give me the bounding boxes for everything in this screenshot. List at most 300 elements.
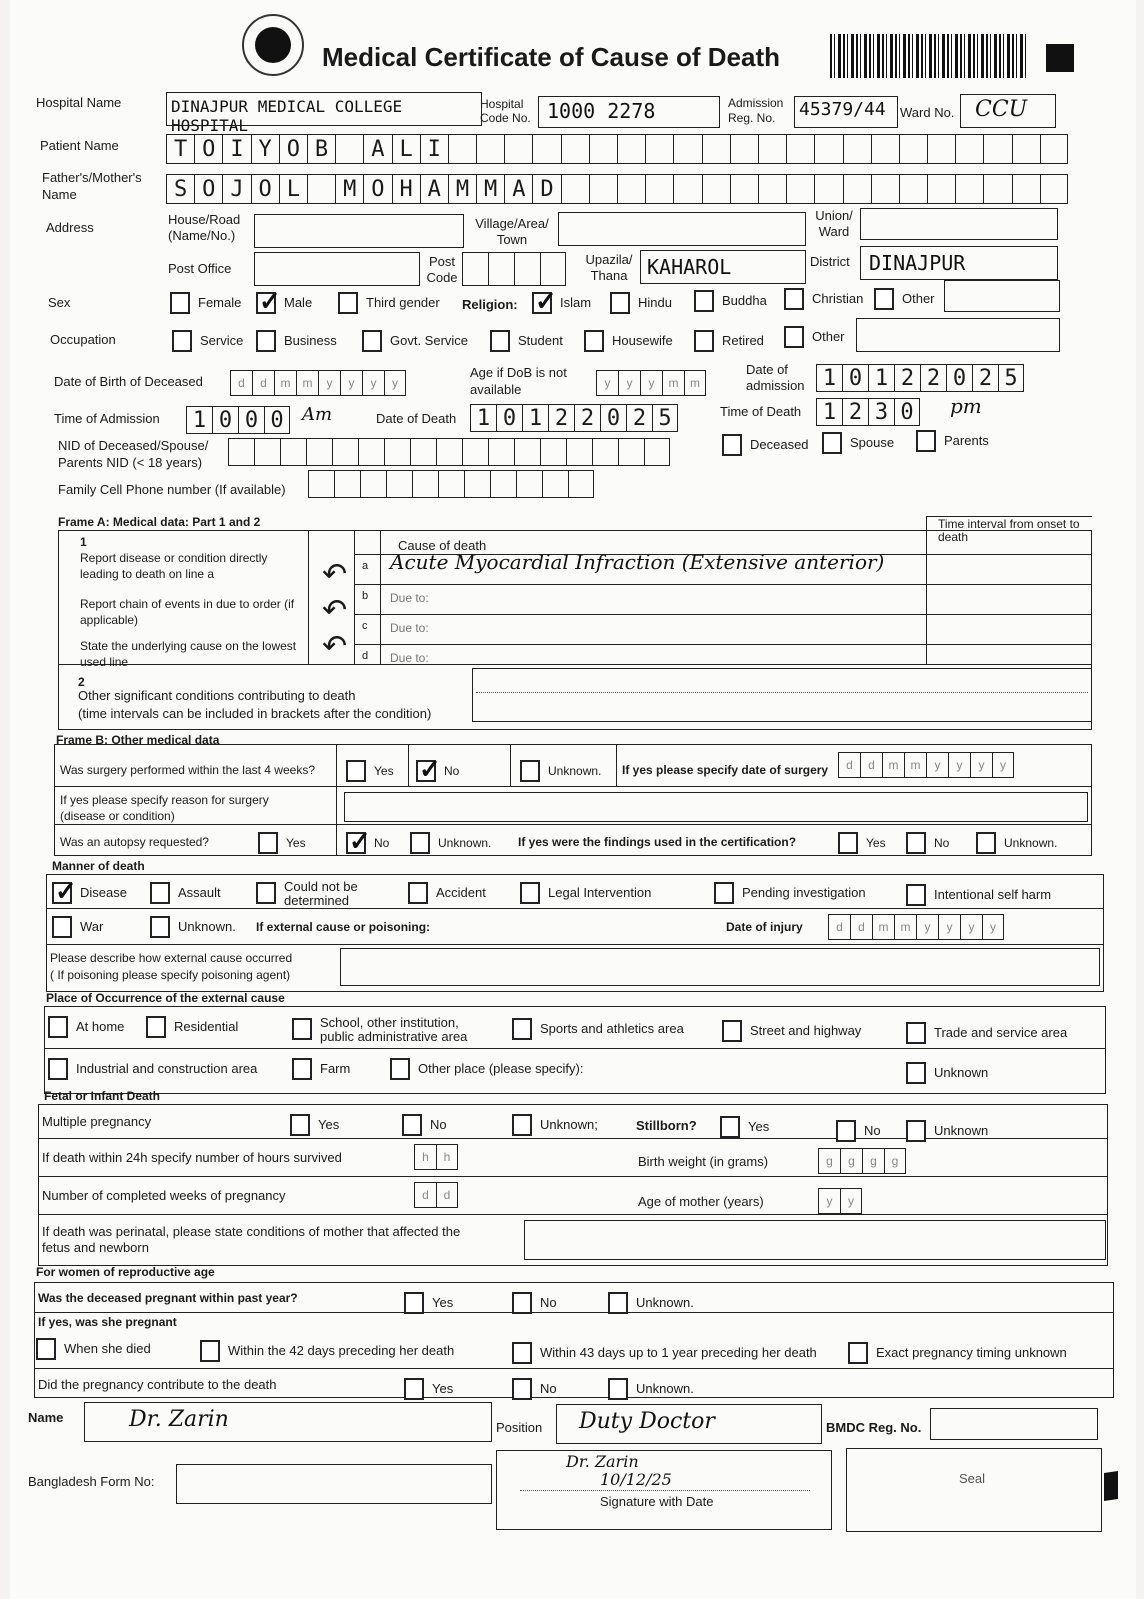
hours-field[interactable] <box>414 1144 458 1170</box>
place-title: Place of Occurrence of the external cause <box>46 991 285 1005</box>
char-cell[interactable] <box>306 438 332 466</box>
char-cell[interactable]: 5 <box>998 364 1024 392</box>
char-cell[interactable] <box>955 174 983 204</box>
char-cell[interactable] <box>730 174 758 204</box>
char-cell[interactable] <box>504 134 532 164</box>
char-cell[interactable]: 0 <box>212 406 238 434</box>
char-cell[interactable]: d <box>230 370 252 396</box>
char-cell[interactable]: h <box>414 1144 436 1170</box>
checkbox-unknown[interactable] <box>906 1120 926 1142</box>
char-cell[interactable] <box>335 134 363 164</box>
char-cell[interactable]: J <box>222 174 250 204</box>
checkbox-school-other-institution-public-administrative-area[interactable] <box>292 1018 312 1040</box>
checkbox-spouse[interactable] <box>822 432 842 454</box>
checkbox-exact-pregnancy-timing-unknown[interactable] <box>848 1342 868 1364</box>
char-cell[interactable] <box>618 438 644 466</box>
char-cell[interactable] <box>476 134 504 164</box>
char-cell[interactable] <box>410 438 436 466</box>
char-cell[interactable]: y <box>982 914 1004 940</box>
char-cell[interactable] <box>983 134 1011 164</box>
char-cell[interactable]: I <box>420 134 448 164</box>
checkbox-no[interactable] <box>346 832 366 854</box>
char-cell[interactable]: 2 <box>626 404 652 432</box>
checkbox-industrial-and-construction-area[interactable] <box>48 1058 68 1080</box>
char-cell[interactable]: d <box>838 752 860 778</box>
union-field[interactable] <box>860 208 1058 240</box>
char-cell[interactable]: d <box>414 1182 436 1208</box>
hospital-name-value: DINAJPUR MEDICAL COLLEGE HOSPITAL <box>171 97 403 135</box>
char-cell[interactable]: d <box>436 1182 458 1208</box>
checkbox-no[interactable] <box>906 832 926 854</box>
char-cell[interactable] <box>673 174 701 204</box>
char-cell[interactable]: m <box>684 370 706 396</box>
fetal-title: Fetal or Infant Death <box>44 1089 161 1103</box>
district-field[interactable] <box>860 246 1058 280</box>
checkbox-assault[interactable] <box>150 882 170 904</box>
checkbox-student[interactable] <box>490 330 510 352</box>
occupation-other-field[interactable] <box>856 318 1060 352</box>
checkbox-label: Other <box>812 329 845 344</box>
checkbox-could-not-be-determined[interactable] <box>256 882 276 904</box>
char-cell[interactable]: T <box>166 134 194 164</box>
char-cell[interactable] <box>360 470 386 498</box>
surgery-date-field[interactable] <box>838 752 1014 778</box>
char-cell[interactable]: y <box>384 370 406 396</box>
women-title: For women of reproductive age <box>36 1265 215 1279</box>
checkbox-no[interactable] <box>512 1292 532 1314</box>
char-cell[interactable] <box>568 470 594 498</box>
arrow-icon: ↶ <box>322 630 348 663</box>
char-cell[interactable] <box>673 134 701 164</box>
char-cell[interactable]: m <box>904 752 926 778</box>
checkbox-unknown[interactable] <box>906 1062 926 1084</box>
char-cell[interactable]: D <box>532 174 560 204</box>
checkbox-within-the-42-days-preceding-her-death[interactable] <box>200 1340 220 1362</box>
char-cell[interactable] <box>1012 174 1040 204</box>
char-cell[interactable]: 2 <box>548 404 574 432</box>
checkbox-unknown[interactable] <box>512 1114 532 1136</box>
char-cell[interactable] <box>1012 134 1040 164</box>
char-cell[interactable]: S <box>166 174 194 204</box>
char-cell[interactable]: m <box>274 370 296 396</box>
char-cell[interactable]: I <box>222 134 250 164</box>
char-cell[interactable]: O <box>194 134 222 164</box>
char-cell[interactable] <box>280 438 306 466</box>
post-office-field[interactable] <box>254 252 420 286</box>
describe-field[interactable] <box>340 948 1100 986</box>
char-cell[interactable]: y <box>948 752 970 778</box>
char-cell[interactable]: d <box>828 914 850 940</box>
char-cell[interactable]: M <box>448 174 476 204</box>
char-cell[interactable] <box>786 174 814 204</box>
char-cell[interactable]: 1 <box>186 406 212 434</box>
char-cell[interactable]: 2 <box>842 398 868 426</box>
checkbox-yes[interactable] <box>838 832 858 854</box>
char-cell[interactable] <box>1040 174 1068 204</box>
checkbox-yes[interactable] <box>346 760 366 782</box>
char-cell[interactable]: m <box>882 752 904 778</box>
village-field[interactable] <box>558 212 806 246</box>
char-cell[interactable]: 2 <box>574 404 600 432</box>
checkbox-no[interactable] <box>512 1378 532 1400</box>
checkbox-buddha[interactable] <box>694 290 714 312</box>
char-cell[interactable]: L <box>279 174 307 204</box>
checkbox-at-home[interactable] <box>48 1016 68 1038</box>
char-cell[interactable]: y <box>618 370 640 396</box>
checkbox-intentional-self-harm[interactable] <box>906 884 926 906</box>
char-cell[interactable] <box>358 438 384 466</box>
checkbox-unknown[interactable] <box>976 832 996 854</box>
char-cell[interactable] <box>589 134 617 164</box>
weeks-label: Number of completed weeks of pregnancy <box>42 1188 286 1203</box>
char-cell[interactable]: 1 <box>868 364 894 392</box>
char-cell[interactable]: y <box>938 914 960 940</box>
char-cell[interactable]: y <box>916 914 938 940</box>
checkbox-third-gender[interactable] <box>338 292 358 314</box>
char-cell[interactable] <box>308 470 334 498</box>
checkbox-residential[interactable] <box>146 1016 166 1038</box>
char-cell[interactable] <box>702 134 730 164</box>
time-death-label: Time of Death <box>720 404 802 419</box>
char-cell[interactable] <box>871 134 899 164</box>
surgery-reason-field[interactable] <box>344 792 1088 822</box>
parent-name-field[interactable] <box>166 174 1068 204</box>
char-cell[interactable]: B <box>307 134 335 164</box>
checkbox-label: At home <box>76 1019 125 1034</box>
char-cell[interactable]: O <box>363 174 391 204</box>
hospital-name-field[interactable] <box>166 92 482 135</box>
nid-field[interactable] <box>228 438 670 466</box>
checkbox-street-and-highway[interactable] <box>722 1020 742 1042</box>
char-cell[interactable] <box>955 134 983 164</box>
char-cell[interactable] <box>566 438 592 466</box>
checkbox-unknown[interactable] <box>608 1378 628 1400</box>
char-cell[interactable]: 0 <box>496 404 522 432</box>
checkbox-govt-service[interactable] <box>362 330 382 352</box>
char-cell[interactable]: 1 <box>522 404 548 432</box>
checkbox-deceased[interactable] <box>722 434 742 456</box>
char-cell[interactable]: g <box>884 1148 906 1174</box>
char-cell[interactable] <box>307 174 335 204</box>
char-cell[interactable]: g <box>840 1148 862 1174</box>
checkbox-female[interactable] <box>170 292 190 314</box>
checkbox-housewife[interactable] <box>584 330 604 352</box>
checkbox-accident[interactable] <box>408 882 428 904</box>
injury-date-field[interactable] <box>828 914 1004 940</box>
checkbox-retired[interactable] <box>694 330 714 352</box>
checkbox-other[interactable] <box>784 326 804 348</box>
char-cell[interactable]: m <box>894 914 916 940</box>
char-cell[interactable] <box>464 470 490 498</box>
post-code-field[interactable] <box>462 252 566 286</box>
char-cell[interactable]: y <box>970 752 992 778</box>
char-cell[interactable] <box>702 174 730 204</box>
char-cell[interactable] <box>436 438 462 466</box>
char-cell[interactable] <box>786 134 814 164</box>
mother-age-field[interactable] <box>818 1188 862 1214</box>
char-cell[interactable]: g <box>862 1148 884 1174</box>
char-cell[interactable]: L <box>392 134 420 164</box>
findings-label: If yes were the findings used in the certification? <box>518 835 797 849</box>
char-cell[interactable] <box>871 174 899 204</box>
char-cell[interactable] <box>758 174 786 204</box>
char-cell[interactable] <box>412 470 438 498</box>
checkbox-label: Yes <box>748 1119 770 1134</box>
char-cell[interactable] <box>561 174 589 204</box>
checkbox-yes[interactable] <box>258 832 278 854</box>
checkbox-legal-intervention[interactable] <box>520 882 540 904</box>
char-cell[interactable]: m <box>662 370 684 396</box>
char-cell[interactable] <box>927 134 955 164</box>
hospital-code-field[interactable] <box>538 96 720 128</box>
autopsy-label: Was an autopsy requested? <box>60 835 209 849</box>
char-cell[interactable]: 1 <box>816 364 842 392</box>
checkbox-unknown[interactable] <box>150 916 170 938</box>
district-value: DINAJPUR <box>869 251 966 275</box>
part1-number: 1 <box>80 535 87 549</box>
char-cell[interactable] <box>730 134 758 164</box>
char-cell[interactable]: 2 <box>894 364 920 392</box>
checkbox-label: Housewife <box>612 333 673 348</box>
char-cell[interactable]: d <box>850 914 872 940</box>
checkbox-label: No <box>444 764 460 778</box>
describe-label-2: ( If poisoning please specify poisoning agent) <box>50 968 291 982</box>
char-cell[interactable] <box>438 470 464 498</box>
parent-name-label: Father's/Mother's Name <box>42 170 142 202</box>
perinatal-label-2: fetus and newborn <box>42 1240 149 1255</box>
house-field[interactable] <box>254 214 464 248</box>
checkbox-no[interactable] <box>836 1120 856 1142</box>
checkbox-sports-and-athletics-area[interactable] <box>512 1018 532 1040</box>
hospital-name-label: Hospital Name <box>36 95 122 110</box>
village-label: Village/Area/ Town <box>475 216 549 247</box>
checkbox-christian[interactable] <box>784 288 804 310</box>
char-cell[interactable] <box>254 438 280 466</box>
char-cell[interactable]: y <box>362 370 384 396</box>
char-cell[interactable] <box>843 174 871 204</box>
checkbox-label: No <box>374 836 390 850</box>
arrow-icon: ↶ <box>322 558 348 591</box>
char-cell[interactable] <box>814 174 842 204</box>
patient-name-field[interactable] <box>166 134 1068 164</box>
char-cell[interactable] <box>228 438 254 466</box>
checkbox-parents[interactable] <box>916 430 936 452</box>
checkbox-war[interactable] <box>52 916 72 938</box>
char-cell[interactable] <box>644 438 670 466</box>
checkbox-farm[interactable] <box>292 1058 312 1080</box>
char-cell[interactable]: d <box>860 752 882 778</box>
checkbox-trade-and-service-area[interactable] <box>906 1022 926 1044</box>
char-cell[interactable] <box>490 470 516 498</box>
checkbox-unknown[interactable] <box>410 832 430 854</box>
char-cell[interactable]: h <box>436 1144 458 1170</box>
char-cell[interactable]: 2 <box>920 364 946 392</box>
corner-marker-icon <box>1046 44 1074 72</box>
cause-line-c[interactable]: Due to: <box>390 621 429 635</box>
char-cell[interactable] <box>645 174 673 204</box>
char-cell[interactable]: 0 <box>946 364 972 392</box>
char-cell[interactable]: y <box>340 370 362 396</box>
checkbox-islam[interactable] <box>532 292 552 314</box>
char-cell[interactable] <box>542 470 568 498</box>
char-cell[interactable] <box>927 174 955 204</box>
checkbox-other-place-please-specify[interactable] <box>390 1058 410 1080</box>
checkbox-disease[interactable] <box>52 882 72 904</box>
cause-line-a[interactable]: Acute Myocardial Infraction (Extensive anterior) <box>390 550 885 574</box>
char-cell[interactable] <box>617 134 645 164</box>
admission-reg-field[interactable] <box>794 96 898 128</box>
position-field[interactable] <box>556 1404 822 1444</box>
other-conditions-field[interactable] <box>472 668 1092 722</box>
surgery-label: Was surgery performed within the last 4 weeks? <box>60 763 315 777</box>
char-cell[interactable] <box>617 174 645 204</box>
char-cell[interactable]: y <box>840 1188 862 1214</box>
char-cell[interactable]: A <box>504 174 532 204</box>
char-cell[interactable]: y <box>992 752 1014 778</box>
char-cell[interactable]: 0 <box>238 406 264 434</box>
char-cell[interactable] <box>516 470 542 498</box>
frame-a-title: Frame A: Medical data: Part 1 and 2 <box>58 515 261 529</box>
char-cell[interactable]: y <box>960 914 982 940</box>
name-field[interactable] <box>84 1402 492 1442</box>
checkbox-yes[interactable] <box>290 1114 310 1136</box>
char-cell[interactable]: Y <box>251 134 279 164</box>
checkbox-label: Could not be determined <box>284 879 358 908</box>
checkbox-label: Intentional self harm <box>934 887 1052 902</box>
char-cell[interactable] <box>843 134 871 164</box>
char-cell[interactable]: y <box>596 370 618 396</box>
checkbox-within-43-days-up-to-1-year-preceding-her-death[interactable] <box>512 1342 532 1364</box>
char-cell[interactable]: O <box>251 174 279 204</box>
char-cell[interactable]: 0 <box>894 398 920 426</box>
checkbox-when-she-died[interactable] <box>36 1338 56 1360</box>
char-cell[interactable]: 3 <box>868 398 894 426</box>
checkbox-yes[interactable] <box>720 1116 740 1138</box>
char-cell[interactable]: m <box>872 914 894 940</box>
char-cell[interactable]: y <box>318 370 340 396</box>
char-cell[interactable] <box>589 174 617 204</box>
char-cell[interactable] <box>384 438 410 466</box>
death-date-field[interactable] <box>470 404 678 432</box>
char-cell[interactable] <box>448 134 476 164</box>
char-cell[interactable]: O <box>194 174 222 204</box>
char-cell[interactable] <box>334 470 360 498</box>
bmdc-field[interactable] <box>930 1408 1098 1440</box>
char-cell[interactable]: y <box>926 752 948 778</box>
char-cell[interactable] <box>462 438 488 466</box>
checkbox-male[interactable] <box>256 292 276 314</box>
cause-line-d[interactable]: Due to: <box>390 651 429 665</box>
char-cell[interactable] <box>899 174 927 204</box>
checkbox-label: Accident <box>436 885 486 900</box>
ward-field[interactable] <box>960 94 1056 128</box>
char-cell[interactable] <box>645 134 673 164</box>
perinatal-field[interactable] <box>524 1220 1106 1260</box>
char-cell[interactable] <box>386 470 412 498</box>
cause-line-b[interactable]: Due to: <box>390 591 429 605</box>
checkbox-label: Legal Intervention <box>548 885 652 900</box>
surgery-reason-label-1: If yes please specify reason for surgery <box>60 793 269 807</box>
char-cell[interactable]: y <box>640 370 662 396</box>
checkbox-hindu[interactable] <box>610 292 630 314</box>
dob-field[interactable] <box>230 370 406 396</box>
upazila-field[interactable] <box>640 250 806 284</box>
char-cell[interactable]: d <box>252 370 274 396</box>
age-field[interactable] <box>596 370 706 396</box>
char-cell[interactable]: A <box>420 174 448 204</box>
checkbox-label: Within the 42 days preceding her death <box>228 1343 455 1358</box>
char-cell[interactable]: y <box>818 1188 840 1214</box>
char-cell[interactable] <box>514 438 540 466</box>
char-cell[interactable] <box>332 438 358 466</box>
checkbox-label: Christian <box>812 291 864 306</box>
char-cell[interactable]: 2 <box>972 364 998 392</box>
char-cell[interactable]: M <box>335 174 363 204</box>
checkbox-service[interactable] <box>172 330 192 352</box>
checkbox-other[interactable] <box>874 288 894 310</box>
time-admission-field[interactable] <box>186 406 290 434</box>
checkbox-business[interactable] <box>256 330 276 352</box>
checkbox-unknown[interactable] <box>608 1292 628 1314</box>
perinatal-label-1: If death was perinatal, please state conditions of mother that affected the <box>42 1224 461 1239</box>
char-cell[interactable] <box>532 134 560 164</box>
religion-other-field[interactable] <box>944 280 1060 312</box>
checkbox-no[interactable] <box>402 1114 422 1136</box>
char-cell[interactable]: 1 <box>816 398 842 426</box>
time-death-field[interactable] <box>816 398 920 426</box>
char-cell[interactable]: g <box>818 1148 840 1174</box>
phone-field[interactable] <box>308 470 594 498</box>
char-cell[interactable] <box>983 174 1011 204</box>
char-cell[interactable]: O <box>279 134 307 164</box>
char-cell[interactable]: 0 <box>264 406 290 434</box>
surgery-reason-label-2: (disease or condition) <box>60 809 175 823</box>
char-cell[interactable] <box>899 134 927 164</box>
page-title: Medical Certificate of Cause of Death <box>322 42 780 72</box>
checkbox-label: Exact pregnancy timing unknown <box>876 1345 1067 1360</box>
form-no-field[interactable] <box>176 1464 492 1504</box>
char-cell[interactable]: H <box>392 174 420 204</box>
checkbox-label: Yes <box>866 836 886 850</box>
char-cell[interactable] <box>488 438 514 466</box>
checkbox-yes[interactable] <box>404 1292 424 1314</box>
char-cell[interactable]: 0 <box>842 364 868 392</box>
weeks-field[interactable] <box>414 1182 458 1208</box>
weight-field[interactable] <box>818 1148 906 1174</box>
admission-date-field[interactable] <box>816 364 1024 392</box>
char-cell[interactable]: 1 <box>470 404 496 432</box>
char-cell[interactable]: 5 <box>652 404 678 432</box>
district-label: District <box>810 254 850 269</box>
char-cell[interactable]: m <box>296 370 318 396</box>
char-cell[interactable] <box>540 438 566 466</box>
char-cell[interactable] <box>758 134 786 164</box>
char-cell[interactable] <box>1040 134 1068 164</box>
char-cell[interactable] <box>592 438 618 466</box>
checkbox-no[interactable] <box>416 760 436 782</box>
checkbox-yes[interactable] <box>404 1378 424 1400</box>
checkbox-pending-investigation[interactable] <box>714 882 734 904</box>
char-cell[interactable]: M <box>476 174 504 204</box>
char-cell[interactable] <box>561 134 589 164</box>
char-cell[interactable]: A <box>363 134 391 164</box>
checkbox-unknown[interactable] <box>520 760 540 782</box>
char-cell[interactable]: 0 <box>600 404 626 432</box>
signature-name: Dr. Zarin <box>566 1452 639 1471</box>
char-cell[interactable] <box>814 134 842 164</box>
form-no-label: Bangladesh Form No: <box>28 1474 155 1489</box>
cause-line-letter: b <box>362 590 369 602</box>
